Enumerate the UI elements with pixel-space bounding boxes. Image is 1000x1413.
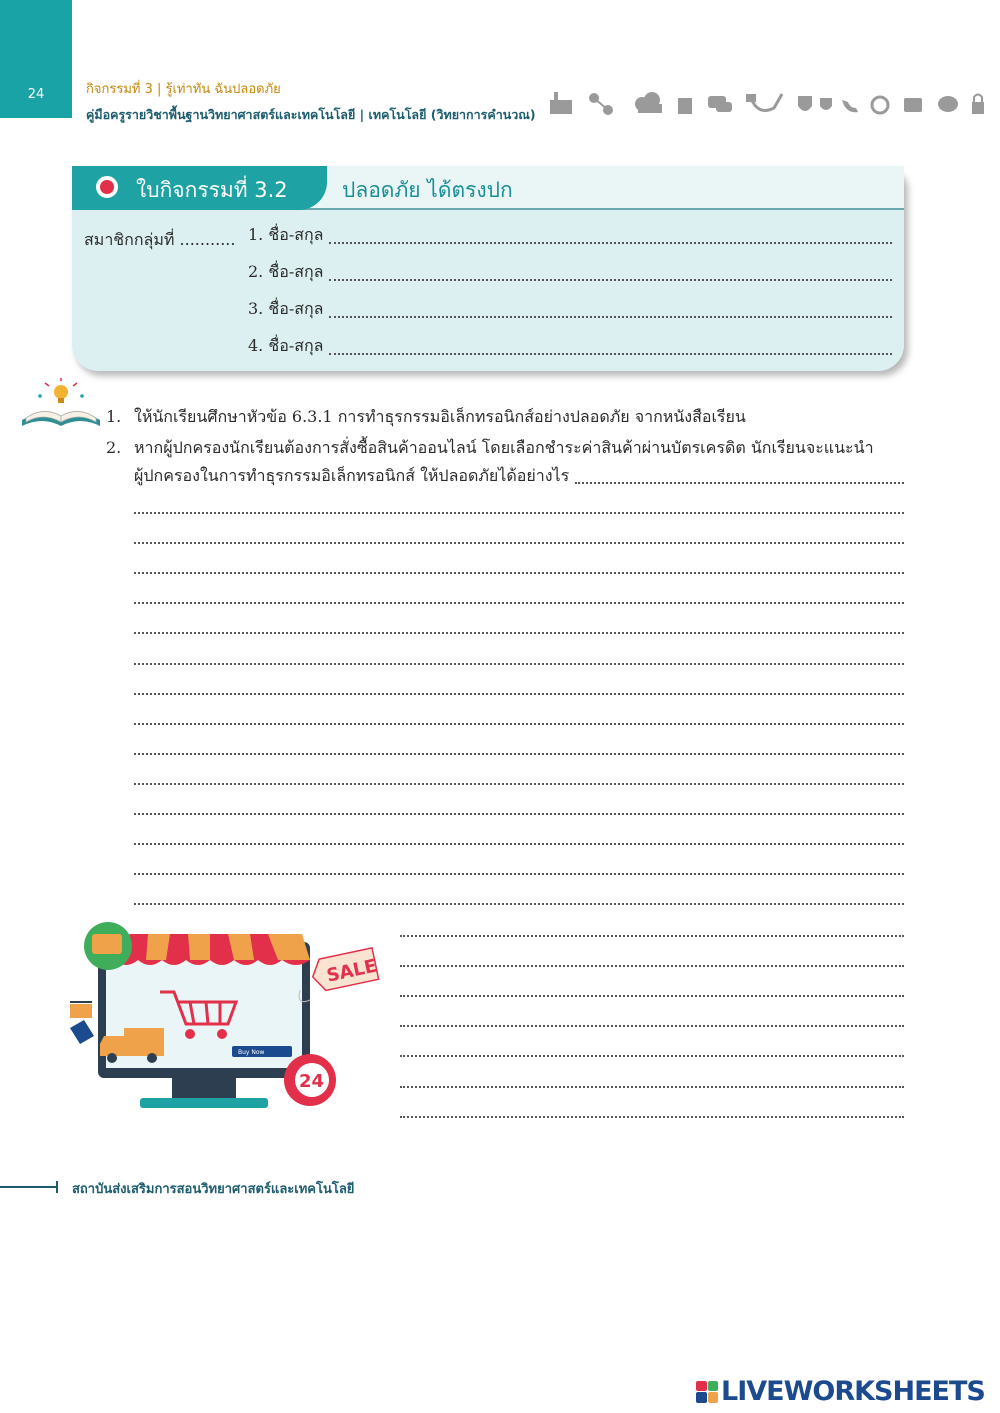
- answer-line[interactable]: [400, 935, 904, 937]
- answer-line[interactable]: [400, 965, 904, 967]
- answer-line[interactable]: [134, 723, 904, 725]
- factory-icon: [550, 92, 572, 114]
- worksheet-label: ใบกิจกรรมที่ 3.2: [136, 178, 288, 202]
- network-icon: [589, 93, 613, 115]
- answer-line[interactable]: [134, 783, 904, 785]
- answer-line[interactable]: [134, 693, 904, 695]
- answer-line[interactable]: [329, 279, 892, 281]
- answer-line[interactable]: [134, 813, 904, 815]
- member-label: 3. ชื่อ-สกุล: [248, 299, 324, 318]
- instruction-number: 1.: [106, 407, 122, 426]
- worksheet-label-tab: [72, 166, 327, 210]
- cloud-icon: [635, 92, 662, 113]
- instruction-item: [106, 405, 906, 430]
- phone-icon: [842, 100, 858, 112]
- member-label: 1. ชื่อ-สกุล: [248, 225, 324, 244]
- record-dot-icon: [96, 176, 118, 198]
- instruction-text: หากผู้ปกครองนักเรียนต้องการสั่งซื้อสินค้าออนไลน์ โดยเลือกชำระค่าสินค้าผ่านบัตรเครดิต นักเรียนจะแนะนำ: [134, 438, 874, 457]
- member-label: 2. ชื่อ-สกุล: [248, 262, 324, 281]
- member-name-field[interactable]: [248, 224, 892, 248]
- answer-line[interactable]: [134, 572, 904, 574]
- answer-line[interactable]: [329, 316, 892, 318]
- footer-rule: [0, 1186, 58, 1188]
- alarm-icon: [872, 97, 888, 113]
- answer-line[interactable]: [134, 663, 904, 665]
- answer-line[interactable]: [575, 482, 904, 484]
- answer-line[interactable]: [400, 1086, 904, 1088]
- answer-line[interactable]: [134, 602, 904, 604]
- footer-tick: [56, 1181, 58, 1193]
- header-book-title: คู่มือครูรายวิชาพื้นฐานวิทยาศาสตร์และเทคโนโลยี | เทคโนโลยี (วิทยาการคำนวณ): [86, 107, 536, 122]
- buy-now-text: Buy Now: [238, 1049, 265, 1056]
- answer-line[interactable]: [134, 512, 904, 514]
- page-number-tab: [0, 0, 72, 118]
- bubble-icon: [904, 96, 958, 112]
- member-name-field[interactable]: [248, 298, 892, 322]
- header-activity: กิจกรรมที่ 3 | รู้เท่าทัน ฉันปลอดภัย: [86, 82, 281, 97]
- instruction-number: 2.: [106, 438, 122, 457]
- answer-line[interactable]: [400, 1116, 904, 1118]
- brand-name: LIVEWORKSHEETS: [721, 1376, 985, 1407]
- shopping-basket-icon: [70, 1002, 92, 1018]
- instruction-continuation: [134, 465, 904, 489]
- header-icon-strip: [546, 86, 996, 126]
- price-tag-icon: [70, 1020, 94, 1044]
- instruction-item: [106, 436, 906, 461]
- group-number-field[interactable]: สมาชิกกลุ่มที่ ...........: [84, 230, 236, 249]
- sale-text: SALE: [324, 955, 379, 987]
- shield-icon: [798, 96, 832, 111]
- instruction-text: ให้นักเรียนศึกษาหัวข้อ 6.3.1 การทำธุรกรรมอิเล็กทรอนิกส์อย่างปลอดภัย จากหนังสือเรียน: [134, 407, 746, 426]
- member-name-field[interactable]: [248, 261, 892, 285]
- answer-line[interactable]: [134, 542, 904, 544]
- lock-icon: [972, 95, 984, 115]
- page-header: [86, 78, 536, 125]
- answer-line[interactable]: [329, 242, 892, 244]
- liveworksheets-brand[interactable]: [696, 1376, 985, 1407]
- answer-line[interactable]: [329, 353, 892, 355]
- device-icon: [678, 98, 692, 114]
- online-shop-illustration: [60, 920, 390, 1125]
- answer-line[interactable]: [400, 1025, 904, 1027]
- support-24-icon: [284, 1054, 336, 1106]
- sale-tag-icon: [309, 948, 379, 993]
- chat-icon: [708, 96, 732, 112]
- answer-line[interactable]: [400, 1055, 904, 1057]
- page-number: 24: [27, 87, 45, 102]
- open-book-lightbulb-icon: [18, 378, 104, 434]
- member-name-field[interactable]: [248, 335, 892, 359]
- answer-line[interactable]: [134, 632, 904, 634]
- worksheet-title: ปลอดภัย ได้ตรงปก: [342, 178, 513, 202]
- answer-line[interactable]: [134, 903, 904, 905]
- answer-line[interactable]: [134, 873, 904, 875]
- plug-icon: [746, 94, 782, 110]
- footer-institute: สถาบันส่งเสริมการสอนวิทยาศาสตร์และเทคโนโลยี: [72, 1182, 355, 1197]
- instruction-text: ผู้ปกครองในการทำธุรกรรมอิเล็กทรอนิกส์ ให้ปลอดภัยได้อย่างไร: [134, 466, 570, 485]
- member-label: 4. ชื่อ-สกุล: [248, 336, 324, 355]
- answer-line[interactable]: [134, 753, 904, 755]
- badge-24-text: 24: [299, 1071, 325, 1092]
- worksheet-header-card: [72, 166, 904, 371]
- brand-logo-icon: [696, 1381, 718, 1403]
- answer-line[interactable]: [134, 843, 904, 845]
- answer-line[interactable]: [400, 995, 904, 997]
